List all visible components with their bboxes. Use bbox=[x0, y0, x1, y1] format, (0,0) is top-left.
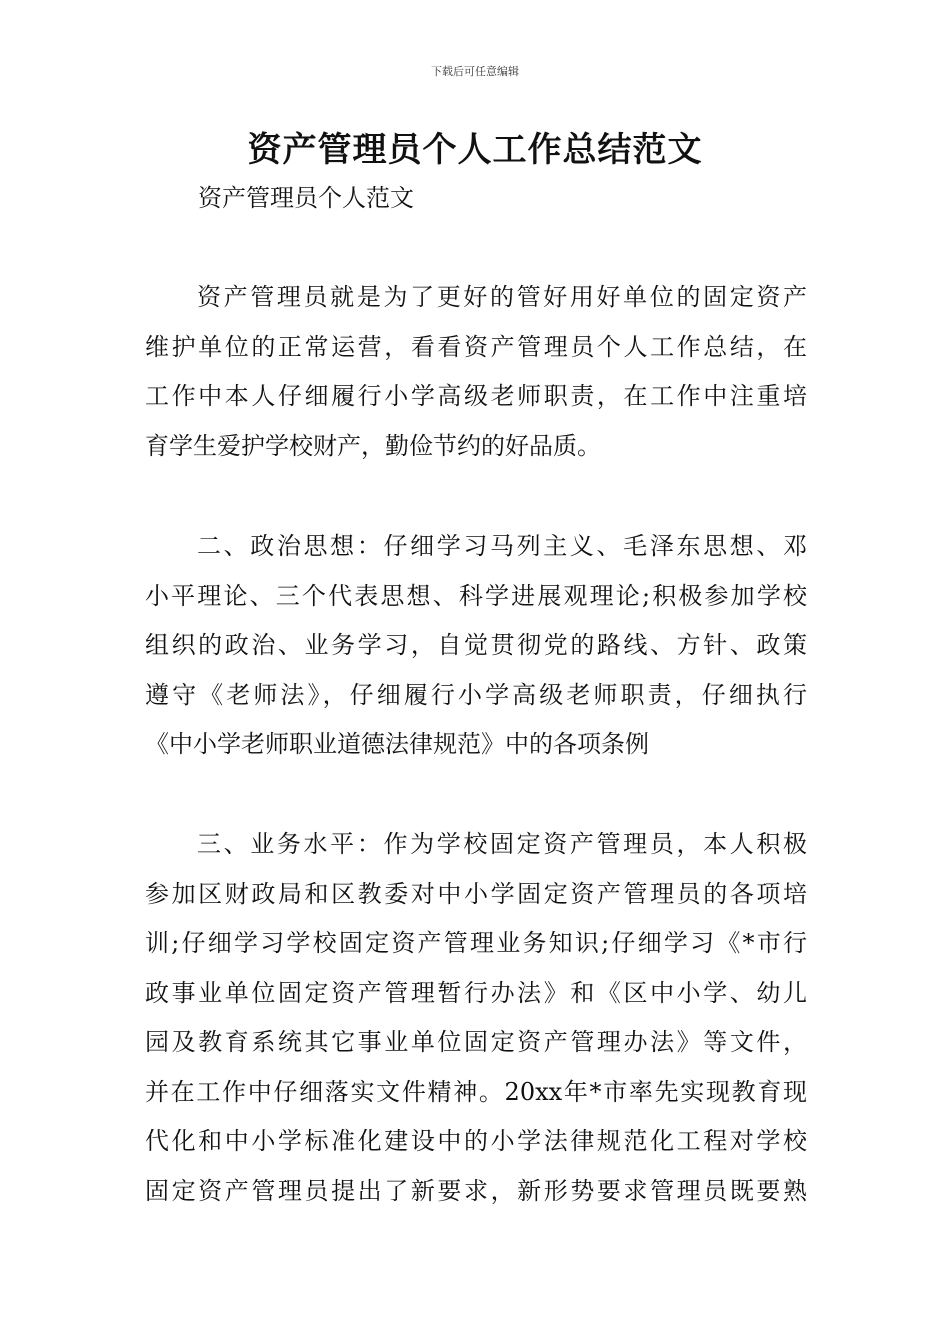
document-title: 资产管理员个人工作总结范文 bbox=[247, 130, 703, 170]
paragraph-line: 并在工作中仔细落实文件精神。20xx年*市率先实现教育现 bbox=[145, 1077, 807, 1106]
header-note: 下载后可任意编辑 bbox=[431, 65, 519, 78]
paragraph-line: 园及教育系统其它事业单位固定资产管理办法》等文件， bbox=[145, 1028, 807, 1056]
paragraph-line: 代化和中小学标准化建设中的小学法律规范化工程对学校 bbox=[145, 1127, 807, 1155]
paragraph-line: 《中小学老师职业道德法律规范》中的各项条例 bbox=[145, 730, 649, 758]
paragraph-political bbox=[145, 522, 807, 770]
paragraph-line: 维护单位的正常运营，看看资产管理员个人工作总结，在 bbox=[145, 332, 807, 361]
paragraph-line: 固定资产管理员提出了新要求，新形势要求管理员既要熟 bbox=[145, 1176, 807, 1205]
paragraph-line: 小平理论、三个代表思想、科学进展观理论;积极参加学校 bbox=[145, 581, 807, 610]
paragraph-business bbox=[145, 820, 807, 1216]
paragraph-line: 二、政治思想：仔细学习马列主义、毛泽东思想、邓 bbox=[197, 532, 807, 560]
paragraph-line: 育学生爱护学校财产，勤俭节约的好品质。 bbox=[145, 431, 601, 460]
paragraph-line: 参加区财政局和区教委对中小学固定资产管理员的各项培 bbox=[145, 879, 807, 908]
paragraph-line: 三、业务水平：作为学校固定资产管理员，本人积极 bbox=[197, 830, 807, 858]
paragraph-line: 组织的政治、业务学习，自觉贯彻党的路线、方针、政策 bbox=[145, 631, 807, 659]
paragraph-intro bbox=[145, 273, 807, 471]
paragraph-line: 工作中本人仔细履行小学高级老师职责，在工作中注重培 bbox=[145, 382, 807, 410]
paragraph-line: 遵守《老师法》，仔细履行小学高级老师职责，仔细执行 bbox=[145, 680, 807, 709]
paragraph-line: 政事业单位固定资产管理暂行办法》和《区中小学、幼儿 bbox=[145, 978, 807, 1007]
document-subtitle: 资产管理员个人范文 bbox=[198, 184, 414, 212]
paragraph-line: 训;仔细学习学校固定资产管理业务知识;仔细学习《*市行 bbox=[145, 929, 807, 957]
paragraph-line: 资产管理员就是为了更好的管好用好单位的固定资产 bbox=[197, 283, 807, 311]
